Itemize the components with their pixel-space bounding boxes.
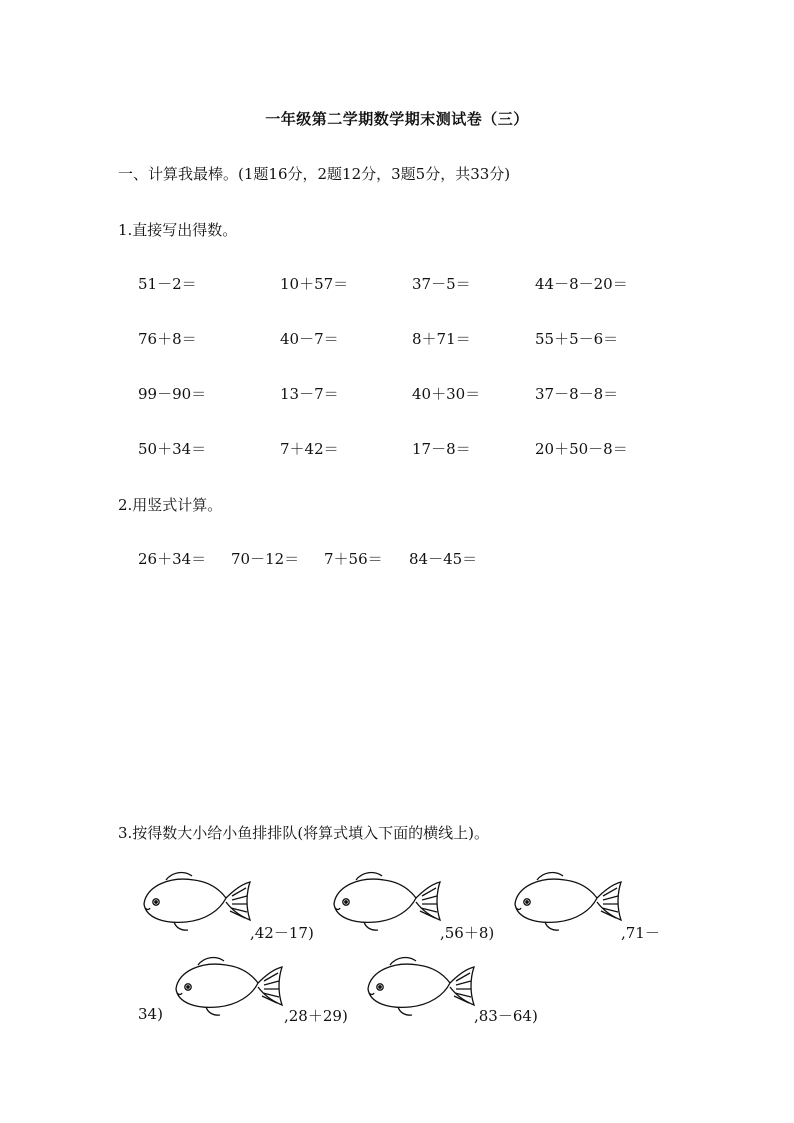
expression: 7＋42＝ xyxy=(280,440,339,458)
fish-label: 34) xyxy=(138,1005,163,1023)
expression: 37－8－8＝ xyxy=(535,385,619,403)
fish-label: ,71－ xyxy=(621,924,660,942)
expression: 55＋5－6＝ xyxy=(535,330,619,348)
fish-label: ,42－17) xyxy=(250,924,314,942)
fish-icon xyxy=(360,953,478,1019)
expression: 76＋8＝ xyxy=(138,330,197,348)
vertical-calc-item: 84－45＝ xyxy=(409,550,478,568)
fish-label: ,56＋8) xyxy=(440,924,495,942)
vertical-calc-item: 70－12＝ xyxy=(231,550,300,568)
expression: 44－8－20＝ xyxy=(535,275,628,293)
expression: 40＋30＝ xyxy=(412,385,481,403)
question-1-heading: 1.直接写出得数。 xyxy=(118,221,238,239)
section-heading: 一、计算我最棒。(1题16分，2题12分，3题5分，共33分) xyxy=(118,165,511,183)
page-title: 一年级第二学期数学期末测试卷（三） xyxy=(265,110,529,128)
expression: 40－7＝ xyxy=(280,330,339,348)
expression: 8＋71＝ xyxy=(412,330,471,348)
question-2-heading: 2.用竖式计算。 xyxy=(118,496,223,514)
expression: 17－8＝ xyxy=(412,440,471,458)
expression: 99－90＝ xyxy=(138,385,207,403)
fish-icon xyxy=(507,868,625,934)
expression: 13－7＝ xyxy=(280,385,339,403)
question-3-heading: 3.按得数大小给小鱼排排队(将算式填入下面的横线上)。 xyxy=(118,824,490,842)
expression: 37－5＝ xyxy=(412,275,471,293)
vertical-calc-item: 26＋34＝ xyxy=(138,550,207,568)
fish-label: ,28＋29) xyxy=(284,1007,348,1025)
fish-icon xyxy=(136,868,254,934)
expression: 20＋50－8＝ xyxy=(535,440,628,458)
expression: 51－2＝ xyxy=(138,275,197,293)
vertical-calc-item: 7＋56＝ xyxy=(324,550,383,568)
fish-icon xyxy=(168,953,286,1019)
fish-icon xyxy=(326,868,444,934)
fish-label: ,83－64) xyxy=(474,1007,538,1025)
expression: 50＋34＝ xyxy=(138,440,207,458)
expression: 10＋57＝ xyxy=(280,275,349,293)
